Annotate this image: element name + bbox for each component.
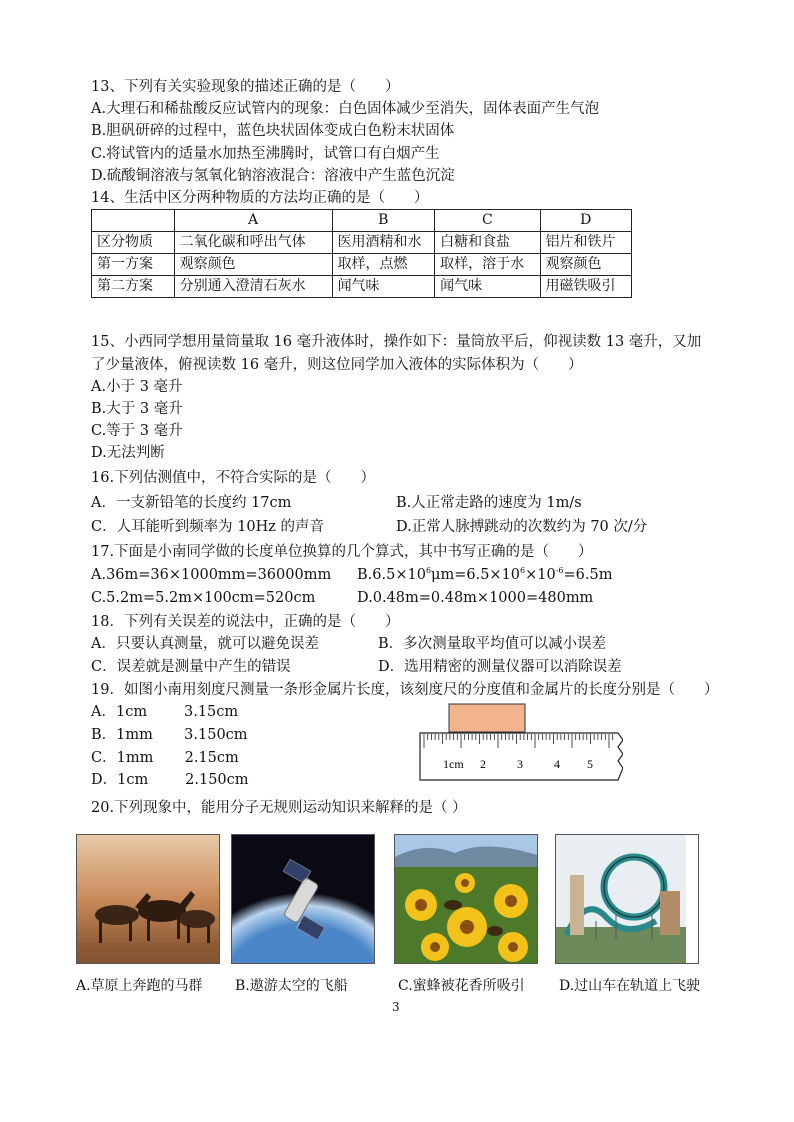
q15-option-a: A.小于 3 毫升 — [91, 379, 183, 395]
q17-stem: 17.下面是小南同学做的长度单位换算的几个算式，其中书写正确的是（ ） — [91, 544, 593, 560]
q19-stem: 19．如图小南用刻度尺测量一条形金属片长度，该刻度尺的分度值和金属片的长度分别是（ ） — [91, 682, 719, 698]
q19-option-value: 2.150cm — [185, 772, 249, 788]
q18-option-c: C．误差就是测量中产生的错误 — [91, 659, 291, 675]
q18-option-d: D．选用精密的测量仪器可以消除误差 — [378, 659, 622, 675]
table-cell: 观察颜色 — [540, 254, 631, 276]
q17-b-part: =6.5m — [563, 567, 613, 583]
q13-stem: 13、下列有关实验现象的描述正确的是（ ） — [91, 79, 400, 95]
spacecraft-image — [232, 835, 374, 963]
table-cell: 区分物质 — [92, 232, 175, 254]
q16-option-c: C．人耳能听到频率为 10Hz 的声音 — [91, 519, 325, 535]
q13-option-c: C.将试管内的适量水加热至沸腾时，试管口有白烟产生 — [91, 146, 440, 162]
q15-option-c: C.等于 3 毫升 — [91, 423, 183, 439]
table-row — [92, 232, 632, 254]
q15-stem-line2: 了少量液体，俯视读数 16 毫升，则这位同学加入液体的实际体积为（ ） — [91, 357, 583, 373]
q14-stem: 14、生活中区分两种物质的方法均正确的是（ ） — [91, 190, 429, 206]
q15-option-b: B.大于 3 毫升 — [91, 401, 183, 417]
q15-stem-line1: 15、小西同学想用量筒量取 16 毫升液体时，操作如下：量筒放平后，仰视读数 13 毫升，又加 — [91, 334, 702, 350]
caption-b: B.遨游太空的飞船 — [235, 978, 348, 994]
spacecraft-photo — [231, 834, 375, 964]
q19-option-letter: A． — [91, 704, 116, 720]
table-row — [92, 254, 632, 276]
q16-option-a: A．一支新铅笔的长度约 17cm — [91, 495, 292, 511]
table-cell: 观察颜色 — [174, 254, 332, 276]
q19-option-d — [91, 771, 249, 789]
q19-option-letter: D． — [91, 772, 118, 788]
q16-stem: 16.下列估测值中，不符合实际的是（ ） — [91, 470, 376, 486]
caption-c: C.蜜蜂被花香所吸引 — [398, 978, 525, 994]
q17-option-b — [357, 566, 612, 584]
table-cell: 二氧化碳和呼出气体 — [174, 232, 332, 254]
q19-option-value: 3.15cm — [183, 704, 239, 720]
ruler-label-4: 4 — [554, 757, 560, 771]
q19-option-value: 1cm — [117, 772, 149, 788]
q17-b-sup: 6 — [425, 566, 432, 575]
q14-table — [91, 209, 632, 298]
ruler-figure — [418, 700, 623, 784]
q19-option-b — [91, 726, 248, 744]
table-cell: 白糖和食盐 — [435, 232, 540, 254]
roller-coaster-photo — [555, 834, 699, 964]
table-cell: 医用酒精和水 — [332, 232, 435, 254]
q19-option-value: 1mm — [116, 727, 153, 743]
table-cell: 闻气味 — [435, 276, 540, 298]
q19-option-value: 1cm — [115, 704, 148, 720]
q19-option-c — [91, 749, 239, 767]
table-cell: 第二方案 — [92, 276, 175, 298]
q16-option-d: D.正常人脉搏跳动的次数约为 70 次/分 — [396, 519, 648, 535]
q13-option-a: A.大理石和稀盐酸反应试管内的现象：白色固体减少至消失，固体表面产生气泡 — [91, 101, 600, 117]
q17-b-part: ×10 — [525, 567, 556, 583]
table-header-cell: A — [174, 210, 332, 232]
table-cell: 第一方案 — [92, 254, 175, 276]
q18-stem: 18．下列有关误差的说法中，正确的是（ ） — [91, 614, 400, 630]
q17-b-sup: -6 — [555, 566, 564, 575]
table-row — [92, 276, 632, 298]
q13-option-d: D.硫酸铜溶液与氢氧化钠溶液混合：溶液中产生蓝色沉淀 — [91, 168, 455, 184]
ruler-svg — [418, 700, 623, 784]
q16-option-b: B.人正常走路的速度为 1m/s — [396, 495, 582, 511]
ruler-label-2: 2 — [480, 757, 486, 771]
table-cell: 用磁铁吸引 — [540, 276, 631, 298]
table-header-row — [92, 210, 632, 232]
q19-option-value: 1mm — [116, 750, 154, 766]
q18-option-a: A．只要认真测量，就可以避免误差 — [91, 636, 319, 652]
q17-option-c: C.5.2m=5.2m×100cm=520cm — [91, 590, 316, 606]
q19-option-value: 2.15cm — [184, 750, 239, 766]
q15-option-d: D.无法判断 — [91, 445, 165, 461]
q17-b-sup: 6 — [520, 566, 526, 575]
table-cell: 取样，点燃 — [332, 254, 435, 276]
ruler-label-3: 3 — [517, 757, 523, 771]
metal-strip — [449, 704, 525, 732]
q19-option-a — [91, 703, 238, 721]
table-header-cell: D — [540, 210, 631, 232]
q17-option-a: A.36m=36×1000mm=36000mm — [91, 567, 332, 583]
table-header-cell — [92, 210, 175, 232]
q17-option-d: D.0.48m=0.48m×1000=480mm — [357, 590, 594, 606]
caption-a: A.草原上奔跑的马群 — [76, 978, 203, 994]
q20-stem: 20.下列现象中，能用分子无规则运动知识来解释的是（ ） — [91, 800, 467, 816]
roller-coaster-image — [556, 835, 686, 963]
horses-photo — [76, 834, 220, 964]
q17-b-part: μm=6.5×10 — [431, 567, 521, 583]
q18-option-b: B．多次测量取平均值可以减小误差 — [378, 636, 607, 652]
bee-flowers-image — [395, 835, 537, 963]
q19-option-letter: C． — [91, 750, 117, 766]
caption-d: D.过山车在轨道上飞驶 — [559, 978, 701, 994]
q19-option-value: 3.150cm — [184, 727, 248, 743]
table-cell: 分别通入澄清石灰水 — [174, 276, 332, 298]
table-cell: 闻气味 — [332, 276, 435, 298]
q17-b-part: B.6.5×10 — [357, 567, 426, 583]
table-cell: 取样，溶于水 — [435, 254, 540, 276]
ruler-label-1: 1cm — [443, 757, 464, 771]
table-header-cell: B — [332, 210, 435, 232]
q13-option-b: B.胆矾研碎的过程中，蓝色块状固体变成白色粉末状固体 — [91, 123, 455, 139]
table-header-cell: C — [435, 210, 540, 232]
bee-flowers-photo — [394, 834, 538, 964]
ruler-label-5: 5 — [587, 757, 593, 771]
horses-image — [77, 835, 219, 963]
q19-option-letter: B． — [91, 727, 117, 743]
table-cell: 铝片和铁片 — [540, 232, 631, 254]
page-number: 3 — [392, 1000, 400, 1014]
